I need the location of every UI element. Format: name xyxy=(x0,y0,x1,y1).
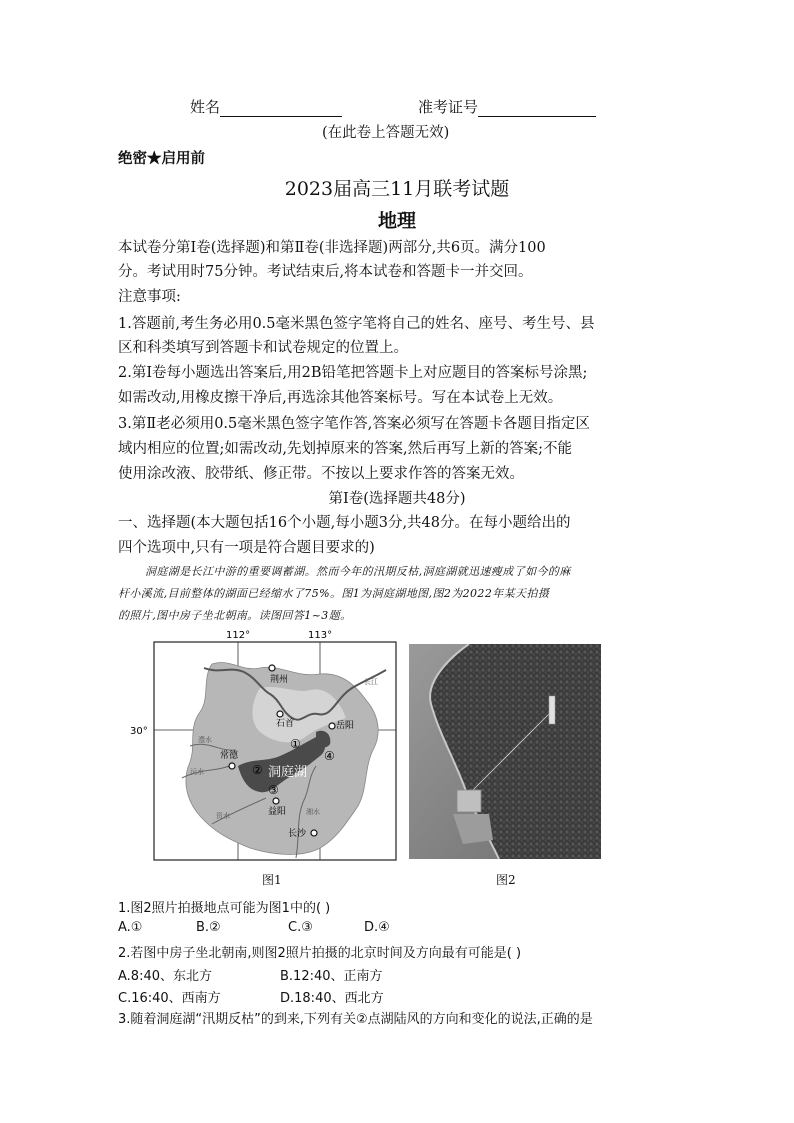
river-label-lishui: 澧水 xyxy=(198,736,212,744)
river-label-changjiang: 长江 xyxy=(364,678,378,686)
note-line-4: 如需改动,用橡皮擦干净后,再选涂其他答案标号。写在本试卷上无效。 xyxy=(118,390,563,406)
passage-line-3: 的照片,图中房子坐北朝南。读图回答1~3题。 xyxy=(118,609,352,622)
figure-2-photo xyxy=(409,644,601,859)
intro-line-2: 分。考试用时75分钟。考试结束后,将本试卷和答题卡一并交回。 xyxy=(118,264,533,280)
passage-line-1: 洞庭湖是长江中游的重要调蓄湖。然而今年的汛期反枯,洞庭湖就迅速瘦成了如今的麻 xyxy=(145,565,571,578)
exam-number-field[interactable] xyxy=(418,96,596,117)
point-1: ① xyxy=(290,737,301,751)
note-line-2: 区和科类填写到答题卡和试卷规定的位置上。 xyxy=(118,340,408,356)
city-marker xyxy=(273,798,279,804)
figure-2-caption: 图2 xyxy=(496,873,516,887)
lake-label: 洞庭湖 xyxy=(268,765,308,780)
note-line-3: 2.第Ⅰ卷每小题选出答案后,用2B铅笔把答题卡上对应题目的答案标号涂黑; xyxy=(118,365,588,381)
city-label-jingzhou: 荆州 xyxy=(270,675,289,685)
exam-number-blank[interactable] xyxy=(478,100,596,117)
city-marker xyxy=(269,665,275,671)
name-label: 姓名 xyxy=(190,98,221,116)
name-blank[interactable] xyxy=(220,100,342,117)
house xyxy=(457,790,481,812)
q2-option-d[interactable]: D.18:40、西北方 xyxy=(280,991,384,1006)
note-line-1: 1.答题前,考生务必用0.5毫米黑色签字笔将自己的姓名、座号、考生号、县 xyxy=(118,316,595,332)
invalid-note: (在此卷上答题无效) xyxy=(322,125,450,141)
intro-line-1: 本试卷分第Ⅰ卷(选择题)和第Ⅱ卷(非选择题)两部分,共6页。满分100 xyxy=(118,240,546,256)
q1-option-a[interactable]: A.① xyxy=(118,920,143,935)
secret-label: 绝密★启用前 xyxy=(118,150,205,167)
river-label-zishui: 资水 xyxy=(216,812,230,820)
note-line-5: 3.第Ⅱ老必须用0.5毫米黑色签字笔作答,答案必须写在答题卡各题目指定区 xyxy=(118,416,590,432)
subject-title: 地理 xyxy=(377,210,416,232)
exam-number-label: 准考证号 xyxy=(418,98,479,116)
point-2: ② xyxy=(252,763,263,777)
lat-label-30: 30° xyxy=(130,726,148,737)
city-label-changsha: 长沙 xyxy=(288,829,307,839)
city-label-yueyang: 岳阳 xyxy=(336,721,355,731)
note-line-6: 域内相应的位置;如需改动,先划掉原来的答案,然后再写上新的答案;不能 xyxy=(118,441,572,457)
question-1-stem: 1.图2照片拍摄地点可能为图1中的( ) xyxy=(118,901,331,916)
figure-1-map xyxy=(120,628,405,868)
point-3: ③ xyxy=(268,783,279,797)
note-line-7: 使用涂改液、胶带纸、修正带。不按以上要求作答的答案无效。 xyxy=(118,466,524,482)
city-marker xyxy=(329,723,335,729)
name-field[interactable] xyxy=(190,96,342,117)
city-label-shishou: 石首 xyxy=(276,719,295,729)
section-desc-line-1: 一、选择题(本大题包括16个小题,每小题3分,共48分。在每小题给出的 xyxy=(118,515,571,531)
q1-option-d[interactable]: D.④ xyxy=(364,920,390,935)
q2-option-c[interactable]: C.16:40、西南方 xyxy=(118,991,221,1006)
section-title: 第Ⅰ卷(选择题共48分) xyxy=(328,491,466,507)
point-4: ④ xyxy=(324,749,335,763)
q1-option-c[interactable]: C.③ xyxy=(288,920,313,935)
passage-line-2: 杆小溪流,目前整体的湖面已经缩水了75%。图1为洞庭湖地图,图2为2022年某天拍摄 xyxy=(118,587,550,600)
q2-option-b[interactable]: B.12:40、正南方 xyxy=(280,969,383,984)
figure-1-caption: 图1 xyxy=(262,873,282,887)
question-3-stem: 3.随着洞庭湖“汛期反枯”的到来,下列有关②点湖陆风的方向和变化的说法,正确的是 xyxy=(118,1012,593,1027)
q1-option-b[interactable]: B.② xyxy=(196,920,221,935)
city-marker xyxy=(311,830,317,836)
lon-label-112: 112° xyxy=(226,630,251,641)
exam-title: 2023届高三11月联考试题 xyxy=(284,178,510,200)
city-label-yiyang: 益阳 xyxy=(268,807,287,817)
q2-option-a[interactable]: A.8:40、东北方 xyxy=(118,969,212,984)
city-marker xyxy=(277,711,283,717)
river-label-xiangshui: 湘水 xyxy=(306,808,320,816)
section-desc-line-2: 四个选项中,只有一项是符合题目要求的) xyxy=(118,540,375,556)
notes-title: 注意事项: xyxy=(118,289,181,305)
city-label-changde: 常德 xyxy=(220,751,239,761)
question-2-stem: 2.若图中房子坐北朝南,则图2照片拍摄的北京时间及方向最有可能是( ) xyxy=(118,946,522,961)
city-marker xyxy=(229,763,235,769)
river-label-yuanshui: 沅水 xyxy=(190,768,204,776)
lon-label-113: 113° xyxy=(308,630,333,641)
